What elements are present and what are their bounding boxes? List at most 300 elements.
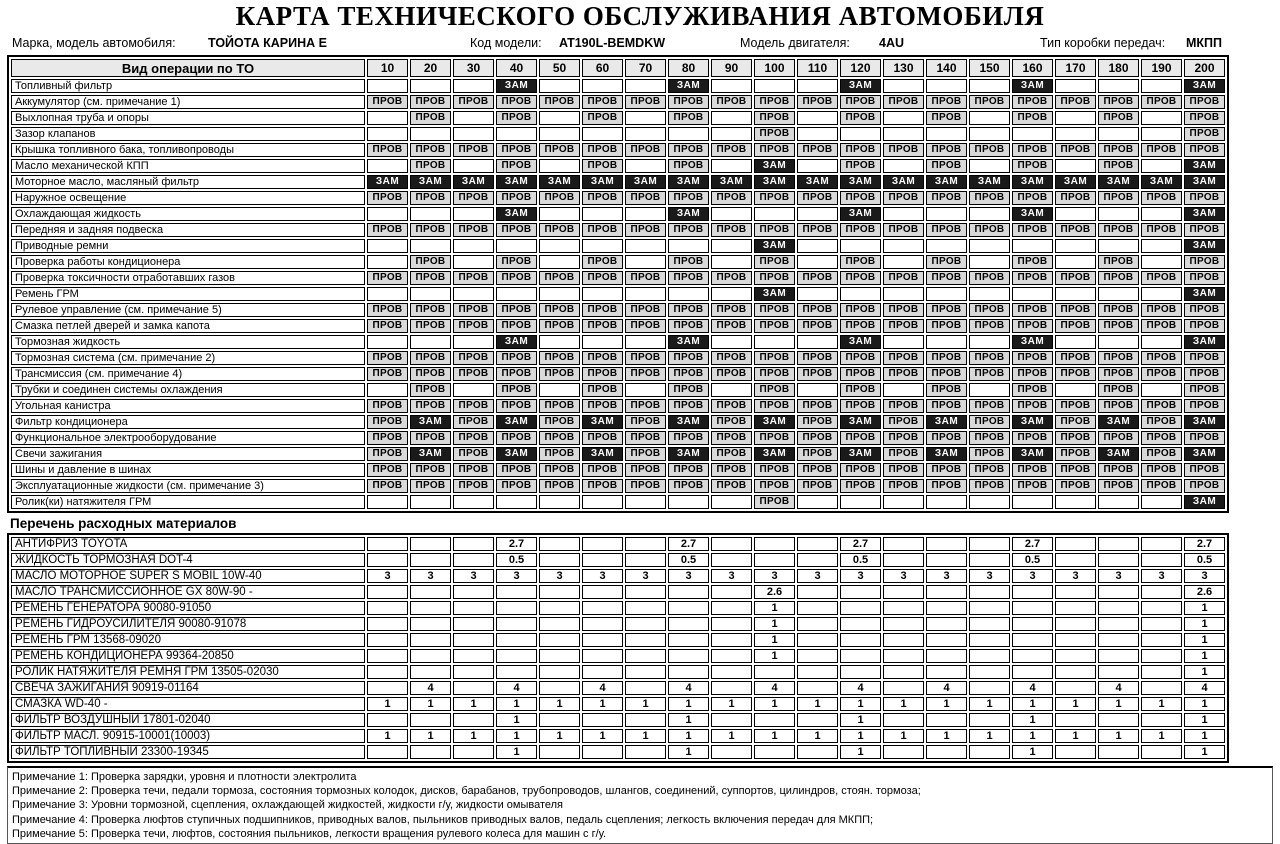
qty-cell xyxy=(582,665,623,679)
qty-cell: 3 xyxy=(539,569,580,583)
qty-cell: 4 xyxy=(668,681,709,695)
interval-header: 110 xyxy=(797,59,838,77)
status-cell: ПРОВ xyxy=(1098,271,1139,285)
status-cell: ПРОВ xyxy=(1012,143,1053,157)
status-cell: ПРОВ xyxy=(754,111,795,125)
interval-header: 10 xyxy=(367,59,408,77)
qty-cell: 1 xyxy=(883,729,924,743)
status-cell: ЗАМ xyxy=(668,335,709,349)
interval-header: 70 xyxy=(625,59,666,77)
qty-cell xyxy=(1055,745,1096,759)
qty-cell xyxy=(582,713,623,727)
maintenance-schedule-table xyxy=(7,55,1229,513)
maintenance-card-page xyxy=(0,1,1280,842)
status-cell xyxy=(797,79,838,93)
qty-cell xyxy=(496,633,537,647)
status-cell xyxy=(1141,127,1182,141)
status-cell xyxy=(754,335,795,349)
status-cell xyxy=(883,159,924,173)
status-cell: ПРОВ xyxy=(539,95,580,109)
qty-cell xyxy=(1055,649,1096,663)
qty-cell xyxy=(926,633,967,647)
status-cell: ЗАМ xyxy=(926,415,967,429)
status-cell: ПРОВ xyxy=(969,223,1010,237)
status-cell: ПРОВ xyxy=(840,303,881,317)
qty-cell xyxy=(711,553,752,567)
qty-cell: 3 xyxy=(711,569,752,583)
status-cell xyxy=(539,159,580,173)
table-row xyxy=(11,383,1225,397)
status-cell: ПРОВ xyxy=(711,191,752,205)
status-cell: ПРОВ xyxy=(1141,479,1182,493)
status-cell: ЗАМ xyxy=(582,447,623,461)
status-cell: ПРОВ xyxy=(969,447,1010,461)
status-cell xyxy=(1055,335,1096,349)
qty-cell: 1 xyxy=(496,745,537,759)
qty-cell: 1 xyxy=(1012,713,1053,727)
qty-cell xyxy=(367,617,408,631)
qty-cell xyxy=(625,553,666,567)
status-cell: ПРОВ xyxy=(883,351,924,365)
qty-cell xyxy=(1055,633,1096,647)
status-cell: ПРОВ xyxy=(883,303,924,317)
status-cell: ПРОВ xyxy=(668,223,709,237)
status-cell: ПРОВ xyxy=(582,255,623,269)
status-cell: ПРОВ xyxy=(1141,191,1182,205)
status-cell: ЗАМ xyxy=(754,159,795,173)
status-cell: ПРОВ xyxy=(883,399,924,413)
qty-cell: 1 xyxy=(496,697,537,711)
status-cell xyxy=(539,287,580,301)
status-cell: ПРОВ xyxy=(1098,255,1139,269)
qty-cell: 3 xyxy=(969,569,1010,583)
status-cell: ПРОВ xyxy=(797,191,838,205)
interval-header: 50 xyxy=(539,59,580,77)
qty-cell xyxy=(453,617,494,631)
status-cell: ПРОВ xyxy=(496,383,537,397)
status-cell xyxy=(582,495,623,509)
status-cell: ЗАМ xyxy=(582,175,623,189)
status-cell: ПРОВ xyxy=(883,367,924,381)
qty-cell xyxy=(453,681,494,695)
status-cell: ЗАМ xyxy=(1098,175,1139,189)
status-cell: ПРОВ xyxy=(883,223,924,237)
table-row xyxy=(11,351,1225,365)
note-line: Примечание 3: Уровни тормозной, сцепления, охлаждающей жидкостей, жидкости г/у, жидкости омывателя xyxy=(12,799,563,812)
status-cell: ЗАМ xyxy=(926,175,967,189)
qty-cell xyxy=(410,553,451,567)
status-cell: ПРОВ xyxy=(926,143,967,157)
status-cell xyxy=(582,79,623,93)
qty-cell xyxy=(1141,649,1182,663)
status-cell: ПРОВ xyxy=(926,399,967,413)
status-cell: ПРОВ xyxy=(367,143,408,157)
status-cell xyxy=(1141,79,1182,93)
status-cell: ПРОВ xyxy=(453,223,494,237)
table-row xyxy=(11,239,1225,253)
status-cell xyxy=(926,127,967,141)
status-cell: ЗАМ xyxy=(840,79,881,93)
qty-cell xyxy=(410,745,451,759)
qty-cell: 1 xyxy=(625,729,666,743)
status-cell: ПРОВ xyxy=(453,463,494,477)
status-cell: ПРОВ xyxy=(367,191,408,205)
status-cell xyxy=(539,383,580,397)
status-cell xyxy=(969,127,1010,141)
status-cell: ПРОВ xyxy=(1098,143,1139,157)
status-cell: ПРОВ xyxy=(1141,415,1182,429)
status-cell: ПРОВ xyxy=(367,223,408,237)
operation-label: Проверка работы кондиционера xyxy=(11,255,365,269)
qty-cell xyxy=(1012,601,1053,615)
status-cell: ПРОВ xyxy=(367,303,408,317)
interval-header: 180 xyxy=(1098,59,1139,77)
operation-label: Ремень ГРМ xyxy=(11,287,365,301)
qty-cell xyxy=(840,633,881,647)
status-cell: ЗАМ xyxy=(1184,447,1225,461)
qty-cell xyxy=(883,537,924,551)
status-cell xyxy=(926,207,967,221)
status-cell xyxy=(367,127,408,141)
material-label: РЕМЕНЬ КОНДИЦИОНЕРА 99364-20850 xyxy=(11,649,365,663)
status-cell: ПРОВ xyxy=(883,143,924,157)
qty-cell: 3 xyxy=(1184,569,1225,583)
qty-cell xyxy=(453,601,494,615)
status-cell: ПРОВ xyxy=(410,319,451,333)
status-cell: ПРОВ xyxy=(926,191,967,205)
table-row xyxy=(11,303,1225,317)
qty-cell xyxy=(668,649,709,663)
qty-cell xyxy=(1012,633,1053,647)
status-cell xyxy=(496,495,537,509)
status-cell: ПРОВ xyxy=(539,367,580,381)
qty-cell: 1 xyxy=(926,729,967,743)
qty-cell xyxy=(1055,601,1096,615)
status-cell: ПРОВ xyxy=(754,255,795,269)
status-cell: ПРОВ xyxy=(410,223,451,237)
status-cell xyxy=(1098,239,1139,253)
qty-cell xyxy=(1098,745,1139,759)
status-cell xyxy=(711,207,752,221)
qty-cell: 1 xyxy=(453,729,494,743)
status-cell: ПРОВ xyxy=(840,271,881,285)
status-cell: ПРОВ xyxy=(367,95,408,109)
status-cell: ПРОВ xyxy=(453,95,494,109)
status-cell xyxy=(1012,239,1053,253)
status-cell: ПРОВ xyxy=(926,431,967,445)
status-cell: ПРОВ xyxy=(1141,431,1182,445)
qty-cell: 1 xyxy=(797,697,838,711)
interval-header: 130 xyxy=(883,59,924,77)
qty-cell xyxy=(539,713,580,727)
qty-cell xyxy=(969,665,1010,679)
qty-cell xyxy=(711,633,752,647)
status-cell: ПРОВ xyxy=(754,383,795,397)
qty-cell xyxy=(668,633,709,647)
status-cell: ПРОВ xyxy=(668,159,709,173)
qty-cell: 1 xyxy=(797,729,838,743)
status-cell: ПРОВ xyxy=(1184,95,1225,109)
status-cell: ПРОВ xyxy=(582,351,623,365)
qty-cell xyxy=(797,633,838,647)
status-cell: ПРОВ xyxy=(410,431,451,445)
status-cell: ПРОВ xyxy=(1184,223,1225,237)
status-cell xyxy=(711,127,752,141)
status-cell: ПРОВ xyxy=(797,271,838,285)
status-cell xyxy=(840,495,881,509)
qty-cell xyxy=(883,745,924,759)
status-cell xyxy=(1098,495,1139,509)
status-cell: ПРОВ xyxy=(754,367,795,381)
table-row xyxy=(11,729,1225,743)
status-cell xyxy=(582,335,623,349)
qty-cell xyxy=(453,665,494,679)
qty-cell xyxy=(840,601,881,615)
qty-cell xyxy=(625,745,666,759)
status-cell: ПРОВ xyxy=(926,351,967,365)
operation-label: Угольная канистра xyxy=(11,399,365,413)
status-cell: ЗАМ xyxy=(1184,335,1225,349)
status-cell: ПРОВ xyxy=(883,271,924,285)
qty-cell: 1 xyxy=(926,697,967,711)
operation-column-header: Вид операции по ТО xyxy=(11,59,365,77)
operation-label: Тормозная жидкость xyxy=(11,335,365,349)
status-cell: ЗАМ xyxy=(1184,287,1225,301)
qty-cell: 1 xyxy=(754,729,795,743)
qty-cell xyxy=(926,617,967,631)
table-row xyxy=(11,207,1225,221)
operation-label: Охлаждающая жидкость xyxy=(11,207,365,221)
status-cell: ПРОВ xyxy=(1098,191,1139,205)
status-cell: ПРОВ xyxy=(582,143,623,157)
qty-cell xyxy=(883,601,924,615)
status-cell: ЗАМ xyxy=(1012,335,1053,349)
table-row xyxy=(11,617,1225,631)
qty-cell xyxy=(883,585,924,599)
status-cell: ПРОВ xyxy=(625,223,666,237)
status-cell: ЗАМ xyxy=(1012,175,1053,189)
qty-cell: 3 xyxy=(797,569,838,583)
table-row xyxy=(11,287,1225,301)
status-cell: ПРОВ xyxy=(1098,303,1139,317)
status-cell xyxy=(367,255,408,269)
status-cell xyxy=(883,239,924,253)
table-row xyxy=(11,537,1225,551)
status-cell xyxy=(625,239,666,253)
status-cell xyxy=(367,335,408,349)
status-cell xyxy=(926,495,967,509)
qty-cell xyxy=(969,713,1010,727)
status-cell: ПРОВ xyxy=(1055,399,1096,413)
status-cell: ПРОВ xyxy=(1055,191,1096,205)
status-cell: ПРОВ xyxy=(496,255,537,269)
qty-cell xyxy=(1055,665,1096,679)
operation-label: Свечи зажигания xyxy=(11,447,365,461)
status-cell: ПРОВ xyxy=(668,431,709,445)
status-cell xyxy=(711,287,752,301)
status-cell: ПРОВ xyxy=(754,431,795,445)
status-cell xyxy=(1141,239,1182,253)
status-cell xyxy=(625,207,666,221)
status-cell xyxy=(883,335,924,349)
interval-header: 80 xyxy=(668,59,709,77)
qty-cell: 0.5 xyxy=(668,553,709,567)
status-cell xyxy=(453,287,494,301)
status-cell: ПРОВ xyxy=(1098,479,1139,493)
status-cell: ЗАМ xyxy=(1141,175,1182,189)
status-cell: ПРОВ xyxy=(1055,143,1096,157)
status-cell: ПРОВ xyxy=(883,463,924,477)
status-cell: ПРОВ xyxy=(496,111,537,125)
table-row xyxy=(11,255,1225,269)
status-cell xyxy=(367,111,408,125)
status-cell xyxy=(582,239,623,253)
interval-header: 20 xyxy=(410,59,451,77)
qty-cell: 1 xyxy=(754,697,795,711)
status-cell: ЗАМ xyxy=(1184,239,1225,253)
status-cell: ЗАМ xyxy=(883,175,924,189)
status-cell xyxy=(1012,127,1053,141)
qty-cell xyxy=(582,537,623,551)
qty-cell xyxy=(1012,585,1053,599)
qty-cell: 0.5 xyxy=(496,553,537,567)
status-cell: ПРОВ xyxy=(1141,463,1182,477)
status-cell xyxy=(711,111,752,125)
qty-cell xyxy=(496,649,537,663)
qty-cell xyxy=(1098,585,1139,599)
status-cell: ПРОВ xyxy=(840,431,881,445)
status-cell xyxy=(367,207,408,221)
vehicle-meta xyxy=(0,31,1280,55)
qty-cell: 3 xyxy=(410,569,451,583)
status-cell: ПРОВ xyxy=(840,383,881,397)
status-cell: ПРОВ xyxy=(582,463,623,477)
status-cell xyxy=(883,207,924,221)
table-row xyxy=(11,159,1225,173)
operation-label: Передняя и задняя подвеска xyxy=(11,223,365,237)
interval-header-row xyxy=(11,59,1225,77)
qty-cell xyxy=(582,649,623,663)
status-cell: ПРОВ xyxy=(754,191,795,205)
status-cell: ПРОВ xyxy=(797,463,838,477)
status-cell: ПРОВ xyxy=(969,415,1010,429)
status-cell: ПРОВ xyxy=(969,399,1010,413)
qty-cell xyxy=(969,537,1010,551)
status-cell: ПРОВ xyxy=(754,319,795,333)
status-cell: ПРОВ xyxy=(754,463,795,477)
qty-cell xyxy=(797,649,838,663)
qty-cell xyxy=(883,681,924,695)
qty-cell: 1 xyxy=(582,729,623,743)
status-cell: ПРОВ xyxy=(1012,303,1053,317)
status-cell: ЗАМ xyxy=(1184,415,1225,429)
status-cell: ПРОВ xyxy=(539,143,580,157)
status-cell: ПРОВ xyxy=(1184,111,1225,125)
qty-cell: 1 xyxy=(539,697,580,711)
qty-cell xyxy=(711,681,752,695)
qty-cell xyxy=(539,537,580,551)
qty-cell xyxy=(625,601,666,615)
status-cell xyxy=(1055,239,1096,253)
qty-cell: 4 xyxy=(840,681,881,695)
status-cell: ПРОВ xyxy=(367,463,408,477)
qty-cell: 1 xyxy=(1141,697,1182,711)
qty-cell xyxy=(1055,553,1096,567)
status-cell xyxy=(754,207,795,221)
status-cell xyxy=(453,111,494,125)
status-cell: ПРОВ xyxy=(1012,255,1053,269)
table-row xyxy=(11,223,1225,237)
qty-cell: 3 xyxy=(883,569,924,583)
qty-cell xyxy=(797,681,838,695)
status-cell xyxy=(969,383,1010,397)
qty-cell xyxy=(453,553,494,567)
material-label: МАСЛО МОТОРНОЕ SUPER S MOBIL 10W-40 xyxy=(11,569,365,583)
status-cell: ПРОВ xyxy=(539,399,580,413)
status-cell: ЗАМ xyxy=(625,175,666,189)
status-cell: ПРОВ xyxy=(582,111,623,125)
qty-cell xyxy=(883,713,924,727)
status-cell: ПРОВ xyxy=(496,143,537,157)
status-cell xyxy=(1012,495,1053,509)
qty-cell xyxy=(883,633,924,647)
status-cell: ЗАМ xyxy=(410,415,451,429)
status-cell: ЗАМ xyxy=(1012,415,1053,429)
qty-cell xyxy=(969,649,1010,663)
table-row xyxy=(11,479,1225,493)
status-cell: ПРОВ xyxy=(883,431,924,445)
status-cell xyxy=(367,239,408,253)
qty-cell: 1 xyxy=(1184,601,1225,615)
status-cell xyxy=(539,495,580,509)
status-cell: ПРОВ xyxy=(754,303,795,317)
status-cell xyxy=(711,239,752,253)
qty-cell: 1 xyxy=(754,633,795,647)
status-cell: ПРОВ xyxy=(840,111,881,125)
status-cell: ПРОВ xyxy=(883,415,924,429)
note-line: Примечание 4: Проверка люфтов ступичных подшипников, приводных валов, пыльников приводных валов, педаль сцепления; легкость включения передач для МКПП; xyxy=(12,813,874,826)
status-cell xyxy=(496,287,537,301)
status-cell: ПРОВ xyxy=(539,431,580,445)
status-cell: ПРОВ xyxy=(539,351,580,365)
note-line: Примечание 1: Проверка зарядки, уровня и плотности электролита xyxy=(12,771,357,783)
qty-cell: 1 xyxy=(1012,697,1053,711)
status-cell: ЗАМ xyxy=(668,175,709,189)
qty-cell xyxy=(410,601,451,615)
status-cell xyxy=(711,383,752,397)
qty-cell: 4 xyxy=(1098,681,1139,695)
qty-cell xyxy=(410,617,451,631)
status-cell: ПРОВ xyxy=(453,447,494,461)
qty-cell xyxy=(1098,713,1139,727)
qty-cell xyxy=(668,585,709,599)
status-cell: ПРОВ xyxy=(410,95,451,109)
qty-cell xyxy=(969,585,1010,599)
status-cell: ПРОВ xyxy=(1055,463,1096,477)
qty-cell xyxy=(1012,665,1053,679)
status-cell: ПРОВ xyxy=(1012,479,1053,493)
interval-header: 190 xyxy=(1141,59,1182,77)
status-cell: ПРОВ xyxy=(367,415,408,429)
qty-cell xyxy=(1098,537,1139,551)
status-cell: ПРОВ xyxy=(1055,351,1096,365)
qty-cell xyxy=(367,553,408,567)
model-code-value: AT190L-BEMDKW xyxy=(559,36,666,50)
status-cell xyxy=(1055,111,1096,125)
table-row xyxy=(11,665,1225,679)
status-cell: ПРОВ xyxy=(1141,303,1182,317)
material-label: ФИЛЬТР ТОПЛИВНЫЙ 23300-19345 xyxy=(11,745,365,759)
